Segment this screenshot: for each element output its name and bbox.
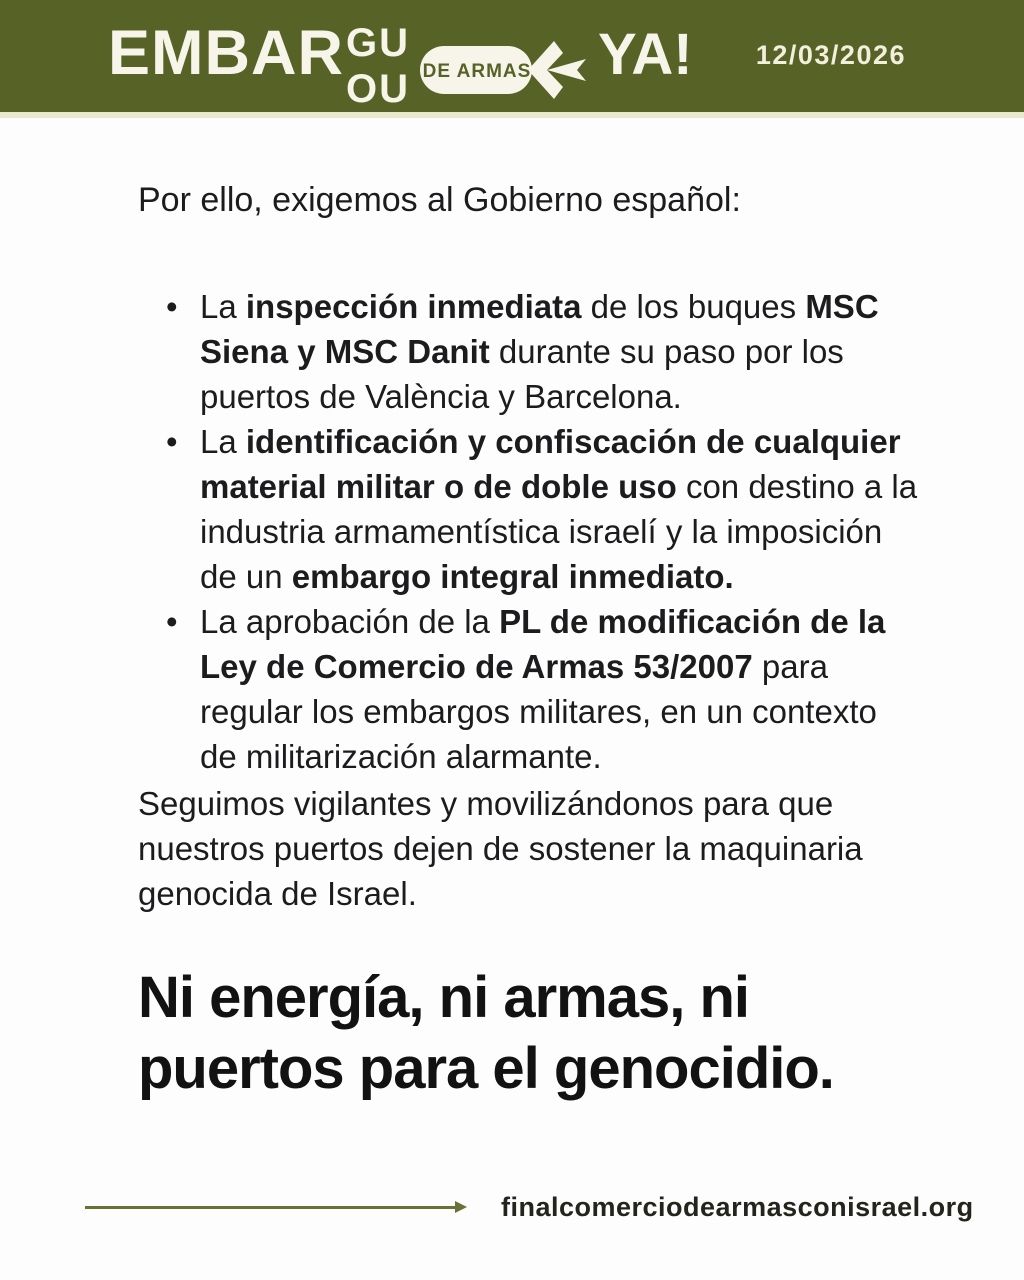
bomb-label: DE ARMAS xyxy=(422,61,532,82)
logo-letter-u-flipped: U xyxy=(379,67,409,112)
logo-word-embar: EMBAR xyxy=(108,18,344,88)
header-band xyxy=(0,0,1024,112)
closing-text: Seguimos vigilantes y movilizándonos para que nuestros puertos dejen de sostener la maquinaria genocida de Israel. xyxy=(138,785,863,912)
poster-body xyxy=(0,118,1024,1104)
demand-item-confiscation: • La identificación y confiscación de cualquier material militar o de doble uso con destino a la industria armamentística israelí y la imposición de un embargo integral inmediato. xyxy=(200,419,920,599)
demand-item-inspection: • La inspección inmediata de los buques MSC Siena y MSC Danit durante su paso por los puertos de València y Barcelona. xyxy=(200,284,920,419)
logo-letter-g: G xyxy=(346,21,378,65)
website-url[interactable]: finalcomerciodearmasconisrael.org xyxy=(501,1192,974,1222)
logo-letter-o: O xyxy=(346,67,378,112)
arrow-right-icon xyxy=(85,1206,457,1209)
bomb-icon xyxy=(418,34,590,106)
headline: Ni energía, ni armas, ni puertos para el genocidio. xyxy=(138,965,834,1101)
logo-letter-u: U xyxy=(379,21,409,65)
logo-ya: YA! xyxy=(598,22,693,87)
poster-footer xyxy=(85,1192,974,1223)
campaign-logo xyxy=(108,18,693,112)
logo-letter-column-2 xyxy=(379,21,409,112)
date-text: 12/03/2026 xyxy=(755,40,906,70)
demands-list xyxy=(138,284,920,779)
demand-item-law: • La aprobación de la PL de modificación de la Ley de Comercio de Armas 53/2007 para regular los embargos militares, en un contexto de militarización alarmante. xyxy=(200,599,920,779)
logo-letter-column-1 xyxy=(346,21,378,112)
intro-text: Por ello, exigemos al Gobierno español: xyxy=(138,181,741,219)
